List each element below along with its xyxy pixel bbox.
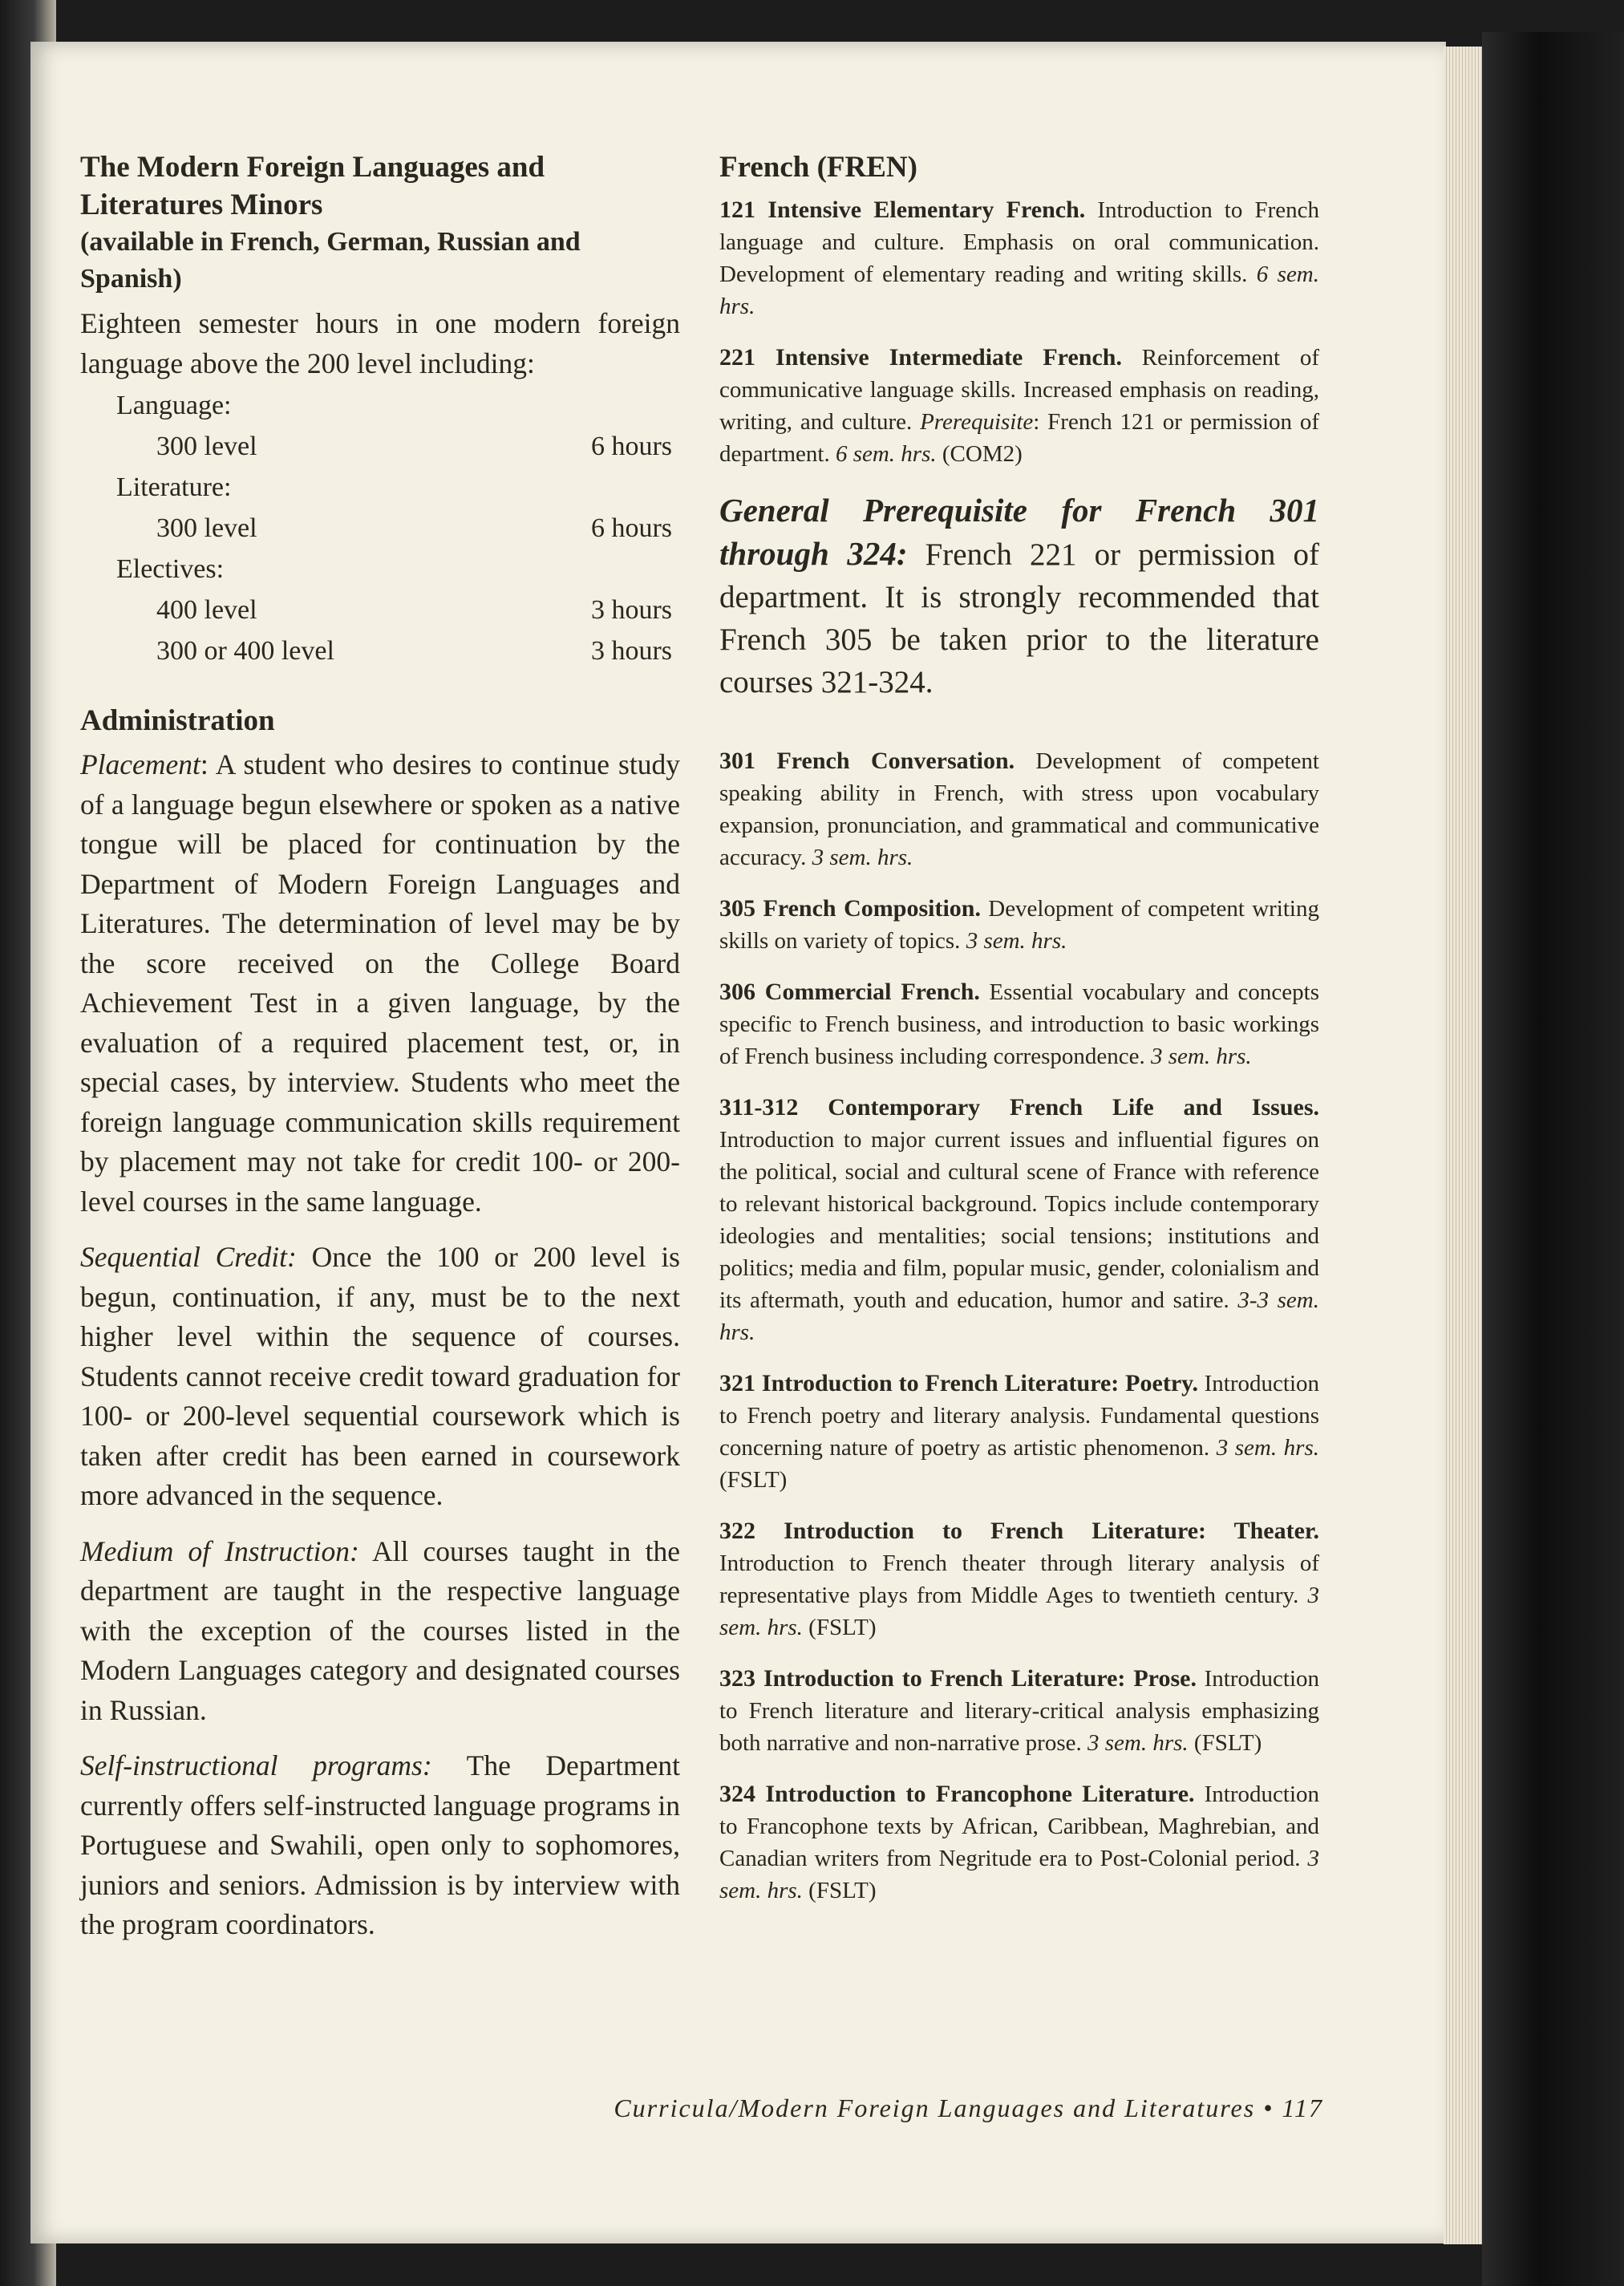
req-row: 300 level 6 hours bbox=[156, 432, 672, 461]
course-entry: 221 Intensive Intermediate French. Reinforcement of communicative language skills. Increased emphasis on reading, writing, and culture. Prerequisite: French 121 or permission of department. 6 sem. hrs. (COM2) bbox=[719, 344, 1319, 467]
placement-paragraph: Placement: A student who desires to continue study of a language begun elsewhere or spoken as a native tongue will be placed for continuation by the Department of Modern Foreign Languages and Literatures. The determination of level may be by the score received on the College Board Achievement Test in a given language, by the evaluation of a required placement test, or, in special cases, by interview. Students who meet the foreign language communication skills requirement by placement may not take for credit 100- or 200-level courses in the same language. bbox=[80, 748, 680, 1218]
minors-intro: Eighteen semester hours in one modern foreign language above the 200 level including: bbox=[80, 307, 680, 379]
course-entry: 323 Introduction to French Literature: Prose. Introduction to French literature and literary-critical analysis emphasizing both narrative and non-narrative prose. 3 sem. hrs. (FSLT) bbox=[719, 1665, 1320, 1756]
course-entry: 305 French Composition. Development of competent writing skills on variety of topics. 3 sem. hrs. bbox=[719, 895, 1319, 954]
course-entry: 306 Commercial French. Essential vocabulary and concepts specific to French business, and introduction to basic workings of French business including correspondence. 3 sem. hrs. bbox=[719, 979, 1320, 1069]
french-heading: French (FREN) bbox=[719, 151, 917, 184]
book-cover bbox=[1482, 32, 1624, 2286]
req-category: Literature: bbox=[116, 472, 232, 502]
general-prerequisite: General Prerequisite for French 301 through 324: French 221 or permission of department. It is strongly recommended that French 305 be taken prior to the literature courses 321-324. bbox=[719, 492, 1319, 699]
course-entry: 311-312 Contemporary French Life and Issues. Introduction to major current issues and influential figures on the political, social and cultural scene of France with reference to relevant historical background. Topics include contemporary ideologies and mentalities; social tensions; institutions and politics; media and film, popular music, gender, colonialism and its aftermath, youth and education, humor and satire. 3-3 sem. hrs. bbox=[719, 1094, 1319, 1345]
req-category: Electives: bbox=[116, 554, 225, 584]
course-entry: 301 French Conversation. Development of competent speaking ability in French, with stress upon vocabulary expansion, pronunciation, and grammatical and communicative accuracy. 3 sem. hrs. bbox=[719, 748, 1319, 870]
self-instruction-paragraph: Self-instructional programs: The Department currently offers self-instructed language programs in Portuguese and Swahili, open only to sophomores, juniors and seniors. Admission is by interview with the program coordinators. bbox=[80, 1749, 680, 1940]
req-row: 400 level 3 hours bbox=[156, 595, 672, 625]
minors-heading: The Modern Foreign Languages and Literatures Minors bbox=[80, 151, 545, 221]
req-category: Language: bbox=[116, 391, 232, 420]
course-entry: 121 Intensive Elementary French. Introduction to French language and culture. Emphasis on oral communication. Development of elementary reading and writing skills. 6 sem. hrs. bbox=[719, 197, 1320, 319]
course-entry: 321 Introduction to French Literature: Poetry. Introduction to French poetry and literary analysis. Fundamental questions concerning nature of poetry as artistic phenomenon. 3 sem. hrs. (FSLT) bbox=[719, 1370, 1320, 1493]
page-footer: Curricula/Modern Foreign Languages and Literatures • 117 bbox=[614, 2093, 1323, 2122]
req-row: 300 or 400 level 3 hours bbox=[156, 636, 672, 666]
sequential-credit-paragraph: Sequential Credit: Once the 100 or 200 level is begun, continuation, if any, must be to the next higher level within the sequence of courses. Students cannot receive credit toward graduation for 100- or 200-level sequential coursework which is taken after credit has been earned in coursework more advanced in the sequence. bbox=[80, 1241, 680, 1511]
course-entry: 324 Introduction to Francophone Literature. Introduction to Francophone texts by African, Caribbean, Maghrebian, and Canadian writers from Negritude era to Post-Colonial period. 3 sem. hrs. (FSLT) bbox=[719, 1781, 1320, 1903]
course-entry: 322 Introduction to French Literature: Theater. Introduction to French theater through literary analysis of representative plays from Middle Ages to twentieth century. 3 sem. hrs. (FSLT) bbox=[719, 1518, 1319, 1640]
page-edges bbox=[1444, 47, 1482, 2244]
administration-heading: Administration bbox=[80, 704, 275, 737]
right-column bbox=[719, 148, 1319, 1926]
left-column bbox=[80, 148, 680, 1961]
req-row: 300 level 6 hours bbox=[156, 513, 672, 543]
requirements-list bbox=[80, 385, 680, 671]
medium-paragraph: Medium of Instruction: All courses taught in the department are taught in the respective language with the exception of the courses listed in the Modern Languages category and designated courses in Russian. bbox=[80, 1534, 681, 1726]
minors-subheading: (available in French, German, Russian and Spanish) bbox=[80, 227, 581, 294]
